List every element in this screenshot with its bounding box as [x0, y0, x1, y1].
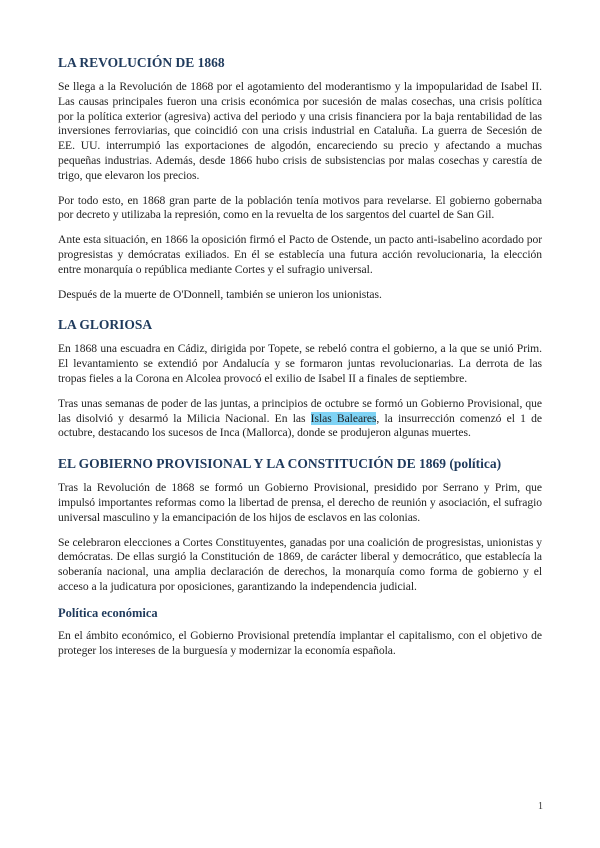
paragraph: Después de la muerte de O'Donnell, también se unieron los unionistas. [58, 287, 382, 301]
section-revolucion-1868 [58, 54, 542, 302]
paragraph: Ante esta situación, en 1866 la oposición firmó el Pacto de Ostende, un pacto anti-isabelino acordado por progresistas y demócratas exiliados. En él se establecía una futura acción revolucionaria, la elección entre monarquía o república mediante Cortes y el sufragio universal. [58, 233, 542, 276]
paragraph [58, 397, 542, 441]
paragraph: Por todo esto, en 1868 gran parte de la población tenía motivos para revelarse. El gobierno gobernaba por decreto y utilizaba la represión, como en la revuelta de los sargentos del cuartel de San Gil. [58, 193, 542, 222]
text-span: Tras unas semanas de poder de las juntas, a principios de octubre se formó un Gobierno Provisional, que las disolvió y desarmó la Milicia Nacional. En las [58, 396, 542, 425]
section-politica-economica [58, 605, 542, 659]
heading-la-gloriosa: LA GLORIOSA [58, 317, 153, 333]
highlighted-text: Islas Baleares [310, 411, 377, 425]
paragraph: Se llega a la Revolución de 1868 por el agotamiento del moderantismo y la impopularidad de Isabel II. Las causas principales fueron una crisis económica por sucesión de malas cosechas, una crisis política por la política exterior (agresiva) activa del periodo y una crisis financiera por la baja rentabilidad de las inversiones ferroviarias, que coincidió con una crisis industrial en Cataluña. La guerra de Secesión de EE. UU. interrumpió las exportaciones de algodón, encareciendo su precio y afectando a muchas pequeñas industrias. Además, desde 1866 hubo crisis de subsistencias por malas cosechas y carestía de trigo, que elevaron los precios. [58, 80, 542, 182]
paragraph: En 1868 una escuadra en Cádiz, dirigida por Topete, se rebeló contra el gobierno, a la que se unió Prim. El levantamiento se extendió por Andalucía y se formaron juntas revolucionarias. La derrota de las tropas fieles a la Corona en Alcolea provocó el exilio de Isabel II a finales de septiembre. [58, 342, 542, 385]
heading-politica-economica: Política económica [58, 605, 158, 620]
page-number: 1 [538, 801, 543, 812]
heading-revolucion-1868: LA REVOLUCIÓN DE 1868 [58, 55, 225, 70]
paragraph: En el ámbito económico, el Gobierno Provisional pretendía implantar el capitalismo, con el objetivo de proteger los intereses de la burguesía y modernizar la economía española. [58, 628, 542, 657]
section-gobierno-provisional [58, 455, 542, 595]
section-la-gloriosa [58, 316, 542, 441]
heading-gobierno-provisional: EL GOBIERNO PROVISIONAL Y LA CONSTITUCIÓN DE 1869 (política) [58, 456, 502, 472]
text-span: , la insurrección comenzó el 1 de octubre, destacando los sucesos de Inca (Mallorca), donde se produjeron algunas muertes. [58, 411, 542, 440]
paragraph: Tras la Revolución de 1868 se formó un Gobierno Provisional, presidido por Serrano y Prim, que impulsó importantes reformas como la libertad de prensa, el derecho de reunión y asociación, el sufragio universal masculino y la emancipación de los hijos de esclavos en las colonias. [58, 481, 542, 524]
paragraph: Se celebraron elecciones a Cortes Constituyentes, ganadas por una coalición de progresistas, unionistas y demócratas. De ellas surgió la Constitución de 1869, de carácter liberal y democrático, que establecía la soberanía nacional, una amplia declaración de derechos, la monarquía como forma de gobierno y el acceso a la judicatura por oposiciones, garantizando la independencia judicial. [58, 535, 542, 593]
